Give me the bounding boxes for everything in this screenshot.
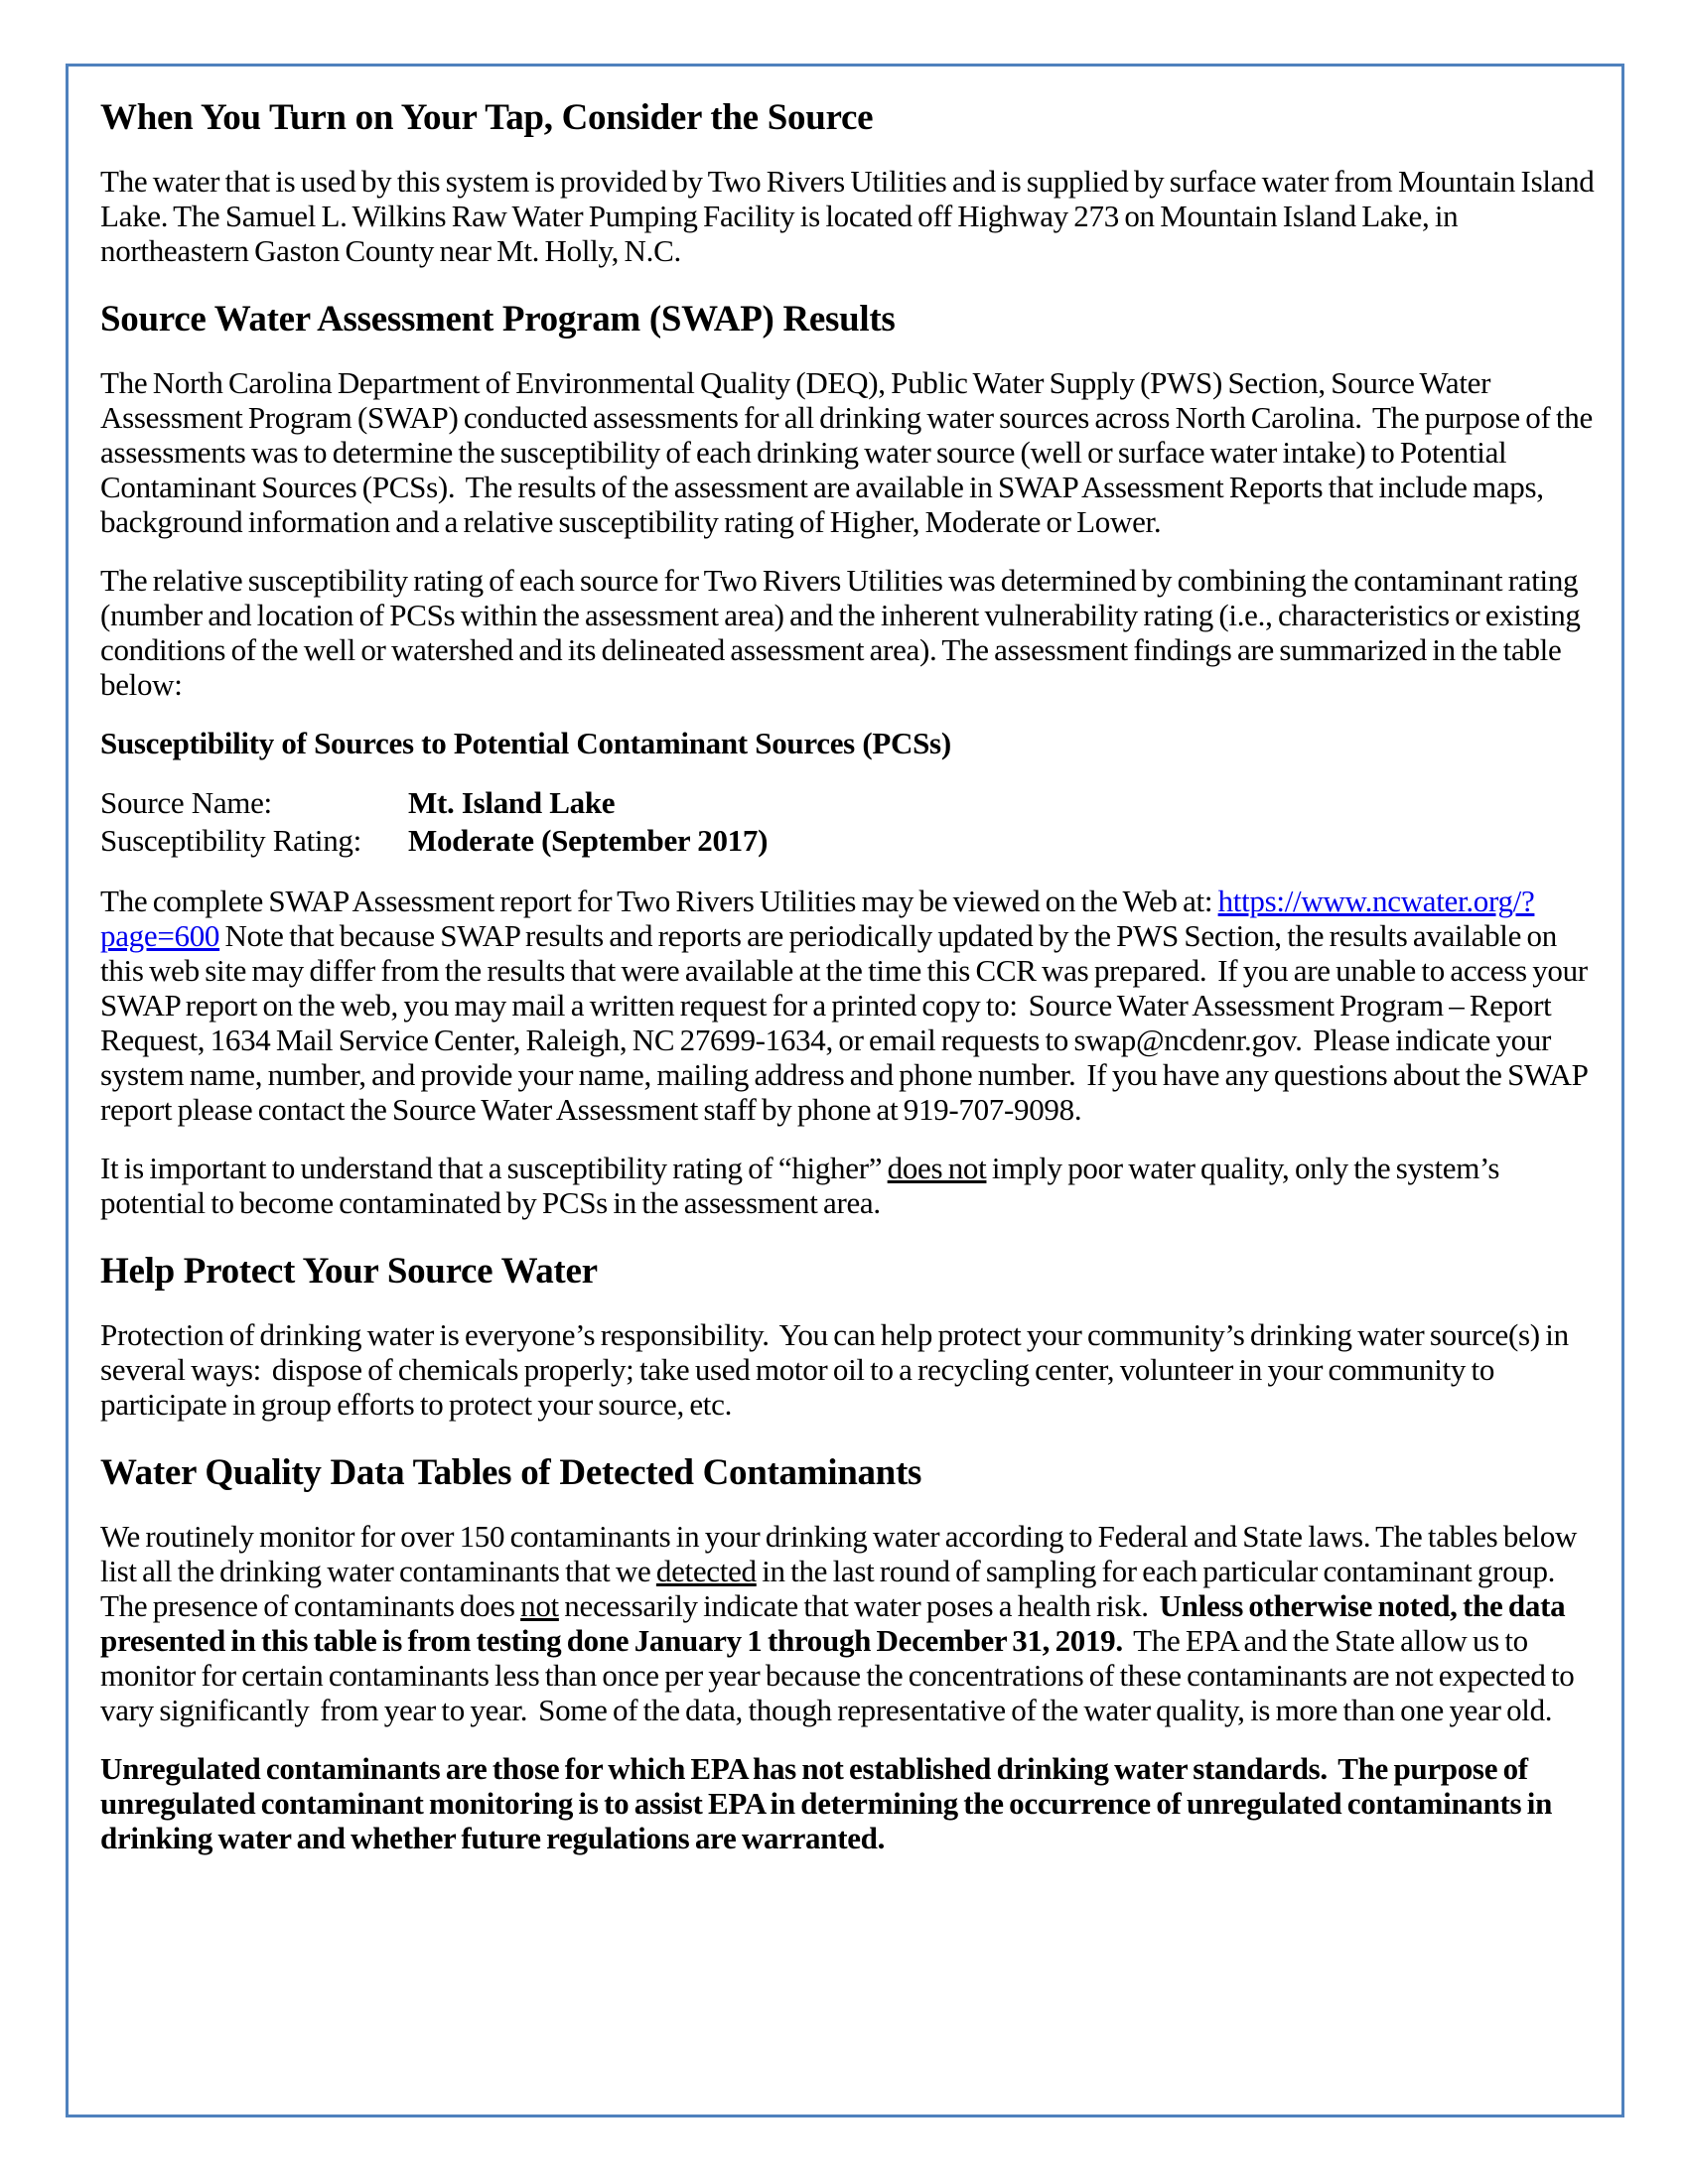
heading-tap-source: When You Turn on Your Tap, Consider the Source [100,97,874,138]
susceptibility-rating-value: Moderate (September 2017) [408,823,769,858]
susceptibility-rating-row [100,822,1602,860]
paragraph-swap-overview: The North Carolina Department of Environmental Quality (DEQ), Public Water Supply (PWS) Section, Source Water Assessment Program (SWAP) conducted assessments for all drinking water sources across North Carolina. The purpose of the assessments was to determine the susceptibility of each drinking water source (well or surface water intake) to Potential Contaminant Sources (PCSs). The results of the assessment are available in SWAP Assessment Reports that include maps, background information and a relative susceptibility rating of Higher, Moderate or Lower. [100,365,1599,539]
text-run: Note that because SWAP results and reports are periodically updated by the PWS Section, the results available on this web site may differ from the results that were available at the time this CCR was prepared. If you are unable to access your SWAP report on the web, you may mail a written request for a printed copy to: Source Water Assessment Program – Report Request, 1634 Mail Service Center, Raleigh, NC 27699-1634, or email requests to swap@ncdenr.gov. Please indicate your system name, number, and provide your name, mailing address and phone number. If you have any questions about the SWAP report please contact the Source Water Assessment staff by phone at 919-707-9098. [100,918,1594,1127]
paragraph-protect: Protection of drinking water is everyone’s responsibility. You can help protect your community’s drinking water source(s) in several ways: dispose of chemicals properly; take used motor oil to a recycling center, volunteer in your community to participate in group efforts to protect your source, etc. [100,1317,1575,1422]
source-name-row [100,784,1602,822]
text-run: detected [655,1554,757,1588]
subheading-susceptibility: Susceptibility of Sources to Potential Contaminant Sources (PCSs) [100,726,951,760]
susceptibility-rating-label: Susceptibility Rating: [100,823,361,858]
text-run: We routinely monitor for over 150 contaminants in your drinking water according to Federal and State laws. The tables below list all the drinking water contaminants that we [100,1519,1583,1588]
swap-report-link[interactable]: https://www.ncwater.org/?page=600 [100,884,1535,953]
text-run: It is important to understand that a susceptibility rating of “higher” [100,1151,888,1185]
paragraph-higher-rating [100,1151,1602,1220]
heading-protect-source: Help Protect Your Source Water [100,1251,598,1292]
text-run: does not [887,1151,987,1185]
text-run: Unless otherwise noted, the data presented in this table is from testing done January 1 through December 31, 2019. [100,1588,1571,1658]
page-border [66,64,1624,2117]
text-run: imply poor water quality, only the system’s potential to become contaminated by PCSs in the assessment area. [100,1151,1505,1220]
heading-water-quality: Water Quality Data Tables of Detected Contaminants [100,1452,922,1493]
text-run: not [520,1588,559,1623]
source-name-value: Mt. Island Lake [408,785,616,820]
paragraph-relative-rating: The relative susceptibility rating of each source for Two Rivers Utilities was determined by combining the contaminant rating (number and location of PCSs within the assessment area) and the inherent vulnerability rating (i.e., characteristics or existing conditions of the well or watershed and its delineated assessment area). The assessment findings are summarized in the table below: [100,563,1587,702]
paragraph-intro: The water that is used by this system is provided by Two Rivers Utilities and is supplied by surface water from Mountain Island Lake. The Samuel L. Wilkins Raw Water Pumping Facility is located off Highway 273 on Mountain Island Lake, in northeastern Gaston County near Mt. Holly, N.C. [100,164,1600,268]
text-run: The EPA and the State allow us to monitor for certain contaminants less than once per year because the concentrations of these contaminants are not expected to vary significantly from year to year. Some of the data, though representative of the water quality, is more than one year old. [100,1623,1580,1727]
text-run: in the last round of sampling for each particular contaminant group. The presence of contaminants does [100,1554,1566,1623]
heading-swap-results: Source Water Assessment Program (SWAP) Results [100,299,896,340]
text-run: The complete SWAP Assessment report for Two Rivers Utilities may be viewed on the Web at: [100,884,1218,918]
text-run: necessarily indicate that water poses a health risk. [558,1588,1160,1623]
paragraph-swap-report [100,884,1602,1127]
paragraph-unregulated: Unregulated contaminants are those for which EPA has not established drinking water standards. The purpose of unregulated contaminant monitoring is to assist EPA in determining the occurrence of unregulated contaminants in drinking water and whether future regulations are warranted. [100,1751,1558,1855]
source-name-label: Source Name: [100,785,272,820]
source-info-table [100,784,1602,860]
paragraph-monitoring [100,1519,1602,1727]
